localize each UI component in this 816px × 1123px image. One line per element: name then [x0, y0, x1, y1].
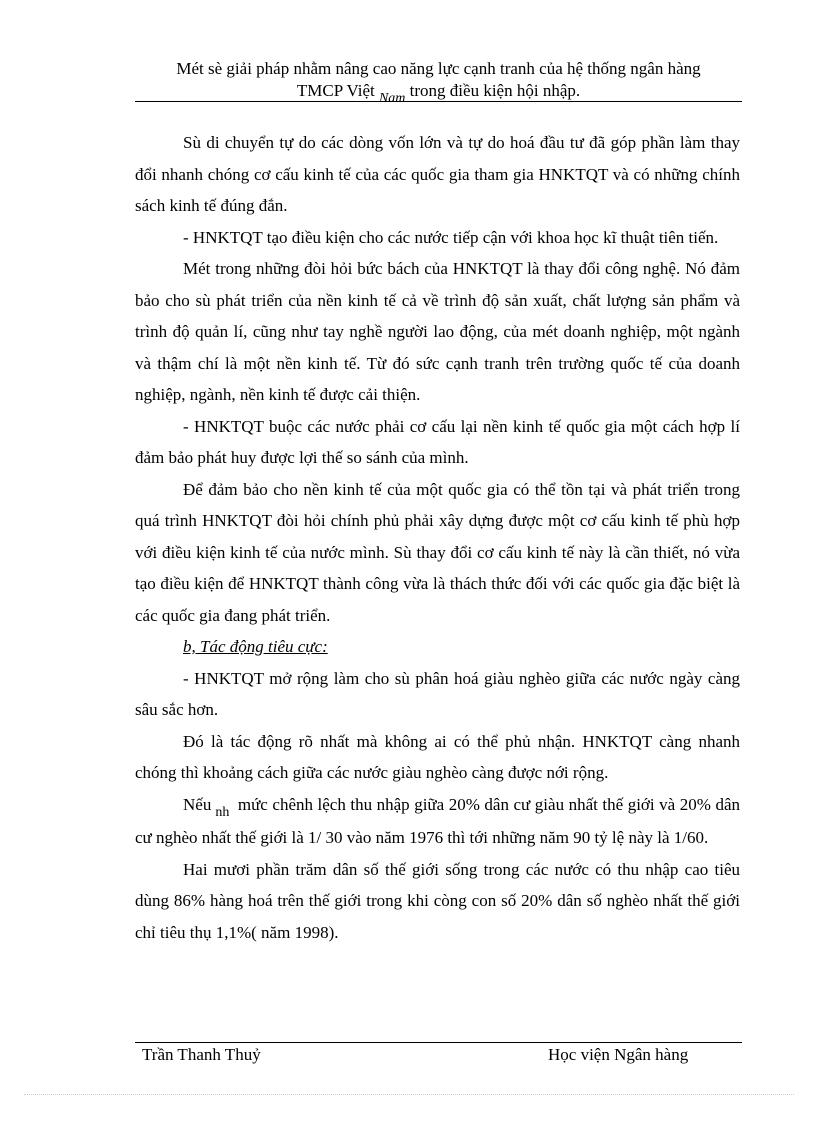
paragraph-1: Sù di chuyển tự do các dòng vốn lớn và tự do hoá đầu tư đã góp phần làm thay đổi nhanh chóng cơ cấu kinh tế của các quốc gia tham gia HNKTQT và có những chính sách kinh tế đúng đắn.	[135, 133, 740, 215]
paragraph-7: Đó là tác động rõ nhất mà không ai có thể phủ nhận. HNKTQT càng nhanh chóng thì khoảng cách giữa các nước giàu nghèo càng được nới rộng.	[135, 731, 740, 782]
footer-author: Trần Thanh Thuỷ	[142, 1045, 261, 1064]
page-header	[135, 58, 742, 104]
paragraph-3: Mét trong những đòi hỏi bức bách của HNKTQT là thay đổi công nghệ. Nó đảm bảo cho sù phát triển của nền kinh tế cả về trình độ sản xuất, chất lượng sản phẩm và trình độ quản lí, cũng như tay nghề người lao động, của mét doanh nghiệp, một ngành và thậm chí là một nền kinh tế. Từ đó sức cạnh tranh trên trường quốc tế của doanh nghiệp, ngành, nền kinh tế được cải thiện.	[135, 259, 740, 404]
header-line2-after: trong điều kiện hội nhập.	[405, 81, 581, 100]
paragraph-8-sub: nh	[215, 804, 230, 820]
page-bottom-border	[24, 1094, 794, 1095]
section-heading: b, Tác động tiêu cực:	[183, 637, 328, 656]
header-script-word: Nam	[378, 91, 406, 106]
document-body	[135, 127, 740, 948]
paragraph-4: - HNKTQT buộc các nước phải cơ cấu lại nền kinh tế quốc gia một cách hợp lí đảm bảo phát huy được lợi thế so sánh của mình.	[135, 416, 740, 467]
paragraph-5: Để đảm bảo cho nền kinh tế của một quốc gia có thể tồn tại và phát triển trong quá trình HNKTQT đòi hỏi chính phủ phải xây dựng được một cơ cấu kinh tế phù hợp với điều kiện kinh tế của nước mình. Sù thay đổi cơ cấu kinh tế này là cần thiết, nó vừa tạo điều kiện để HNKTQT thành công vừa là thách thức đối với các quốc gia đặc biệt là các quốc gia đang phát triển.	[135, 479, 740, 625]
paragraph-9: Hai mươi phần trăm dân số thế giới sống trong các nước có thu nhập cao tiêu dùng 86% hàng hoá trên thế giới trong khi còng con số 20% dân số nghèo nhất thế giới chỉ tiêu thụ 1,1%( năm 1998).	[135, 859, 740, 942]
paragraph-2: - HNKTQT tạo điều kiện cho các nước tiếp cận với khoa học kĩ thuật tiên tiến.	[183, 227, 719, 247]
footer-divider	[135, 1042, 742, 1043]
paragraph-8-before: Nếu	[183, 794, 212, 814]
footer-institution: Học viện Ngân hàng	[548, 1045, 689, 1064]
header-title-line1: Mét sè giải pháp nhằm nâng cao năng lực cạnh tranh của hệ thống ngân hàng	[176, 59, 701, 78]
paragraph-8	[135, 789, 740, 854]
header-line2-before: TMCP Việt	[296, 81, 379, 100]
paragraph-6: - HNKTQT mở rộng làm cho sù phân hoá giàu nghèo giữa các nước ngày càng sâu sắc hơn.	[135, 668, 740, 719]
paragraph-8-after: mức chênh lệch thu nhập giữa 20% dân cư giàu nhất thế giới và 20% dân cư nghèo nhất thế giới là 1/ 30 vào năm 1976 thì tới những năm 90 tỷ lệ này là 1/60.	[135, 794, 740, 847]
header-divider	[135, 101, 742, 102]
